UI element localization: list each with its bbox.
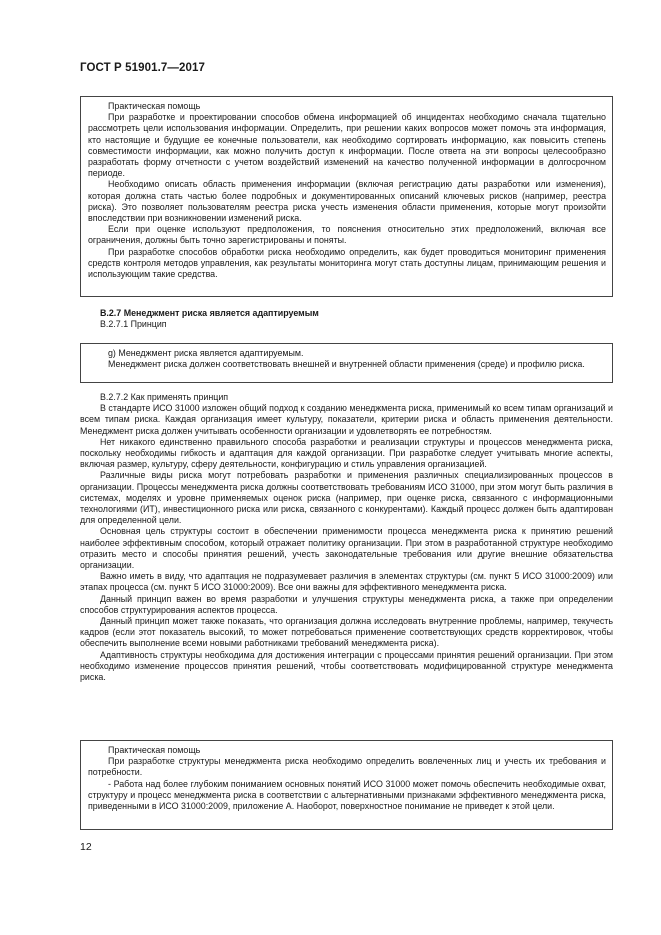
main-body: [80, 392, 613, 683]
body-paragraph: В стандарте ИСО 31000 изложен общий подход к созданию менеджмента риска, применимый ко всем типам организаций и всем типам риска. Каждая организация имеет культуру, показатели, критерии риска и область применения деятельности. Менеджмент риска должен учитывать особенности организации и удовлетворять ее потребностям.: [80, 403, 613, 436]
section-heading-block: [80, 308, 613, 330]
subsection-title: В.2.7.2 Как применять принцип: [100, 392, 229, 402]
box-paragraph: При разработке структуры менеджмента риска необходимо определить вовлеченных лиц и учесть их требования и потребности.: [88, 756, 606, 778]
box-paragraph: Необходимо описать область применения информации (включая регистрацию даты разработки или изменения), которая должна стать частью более подробных и документированных описаний ключевых рисков (например, реестра риска). Это позволяет пользователям реестра риска учесть изменения области применения, которые могут произойти впоследствии при возникновении изменений риска.: [88, 179, 606, 224]
box-paragraph: При разработке и проектировании способов обмена информацией об инцидентах необходимо сначала тщательно рассмотреть цели использования информации. Определить, при решении каких вопросов может помочь эта информация, кто настоящие и будущие ее конечные пользователи, как необходимо сортировать информацию, как повысить степень совместимости информации, как можно получить доступ к информации. После ответа на эти вопросы целесообразно разработать форму отчетности с учетом воздействий изменений на качество полученной информации в долгосрочном периоде.: [88, 112, 606, 179]
body-paragraph: Адаптивность структуры необходима для достижения интеграции с процессами принятия решений организации. При этом необходимо изменение процессов принятия решений, чтобы соответствовать модифицированной структуре менеджмента риска.: [80, 649, 613, 683]
box-paragraph: Если при оценке используют предположения, то пояснения относительно этих предположений, включая все ограничения, должны быть точно зарегистрированы и поняты.: [88, 224, 606, 246]
body-paragraph: Основная цель структуры состоит в обеспечении применимости процесса менеджмента риска к принятию решений наиболее эффективным способом, который отражает политику организации. При этом в разработанной структуре необходимо отразить место и способы принятия решений, учесть законодательные требования или другие внешние обязательства организации.: [80, 526, 613, 571]
body-paragraph: Нет никакого единственно правильного способа разработки и реализации структуры и процессов менеджмента риска, поскольку необходимы гибкость и адаптация для каждой организации. При разработке следует учитывать многие аспекты, включая размер, культуру, сферу деятельности, конфигурацию и стиль управления организацией.: [80, 436, 613, 470]
body-paragraph: Данный принцип может также показать, что организация должна исследовать внутренние проблемы, например, текучесть кадров (если этот показатель высокий, то может потребоваться применение соответствующих средств корректировок, чтобы обеспечить выполнение всеми новыми работниками требований менеджмента риска).: [80, 616, 613, 649]
body-paragraph: Данный принцип важен во время разработки и улучшения структуры менеджмента риска, а также при определении способов структурирования аспектов процесса.: [80, 593, 613, 615]
box-paragraph: При разработке способов обработки риска необходимо определить, как будет проводиться мониторинг применения средств контроля методов управления, как результаты мониторинга могут стать доступны лицам, принимающим решения и использующим такие средства.: [88, 246, 606, 280]
body-paragraph: Важно иметь в виду, что адаптация не подразумевает различия в элементах структуры (см. пункт 5 ИСО 31000:2009) или этапах процесса (см. пункт 5 ИСО 31000:2009). Все они важны для эффективного менеджмента риска.: [80, 571, 613, 593]
box-paragraph: Менеджмент риска должен соответствовать внешней и внутренней области применения (среде) и профилю риска.: [108, 359, 585, 370]
subsection-title: В.2.7.1 Принцип: [100, 319, 167, 330]
document-header: ГОСТ Р 51901.7—2017: [80, 62, 205, 74]
section-number: В.2.7: [100, 308, 122, 318]
principle-box: [80, 343, 613, 383]
practical-help-box-1: [80, 96, 613, 297]
box-title: Практическая помощь: [108, 101, 201, 111]
practical-help-box-2: [80, 740, 613, 830]
body-paragraph: Различные виды риска могут потребовать разработки и применения различных специализированных процессов в организации. Процессы менеджмента риска должны соответствовать требованиям ИСО 31000, при этом могут быть различия в системах, моделях и уровне применяемых оценок риска (например, при оценке риска, связанного с информационными технологиями (ИТ), инвестиционного риска или риска, связанного с конкурентами). Каждый процесс должен быть адаптирован для определенной цели.: [80, 470, 613, 526]
box-paragraph: - Работа над более глубоким пониманием основных понятий ИСО 31000 может помочь обеспечить необходимые охват, структуру и процесс менеджмента риска в соответствии с альтернативными признаками эффективного менеджмента риска, приведенными в ИСО 31000:2009, приложение А. Наоборот, поверхностное понимание не приведет к этой цели.: [88, 778, 606, 812]
box-paragraph: g) Менеджмент риска является адаптируемым.: [108, 348, 304, 358]
page-number: 12: [80, 841, 92, 853]
section-title: Менеджмент риска является адаптируемым: [123, 308, 319, 318]
box-title: Практическая помощь: [108, 745, 201, 755]
